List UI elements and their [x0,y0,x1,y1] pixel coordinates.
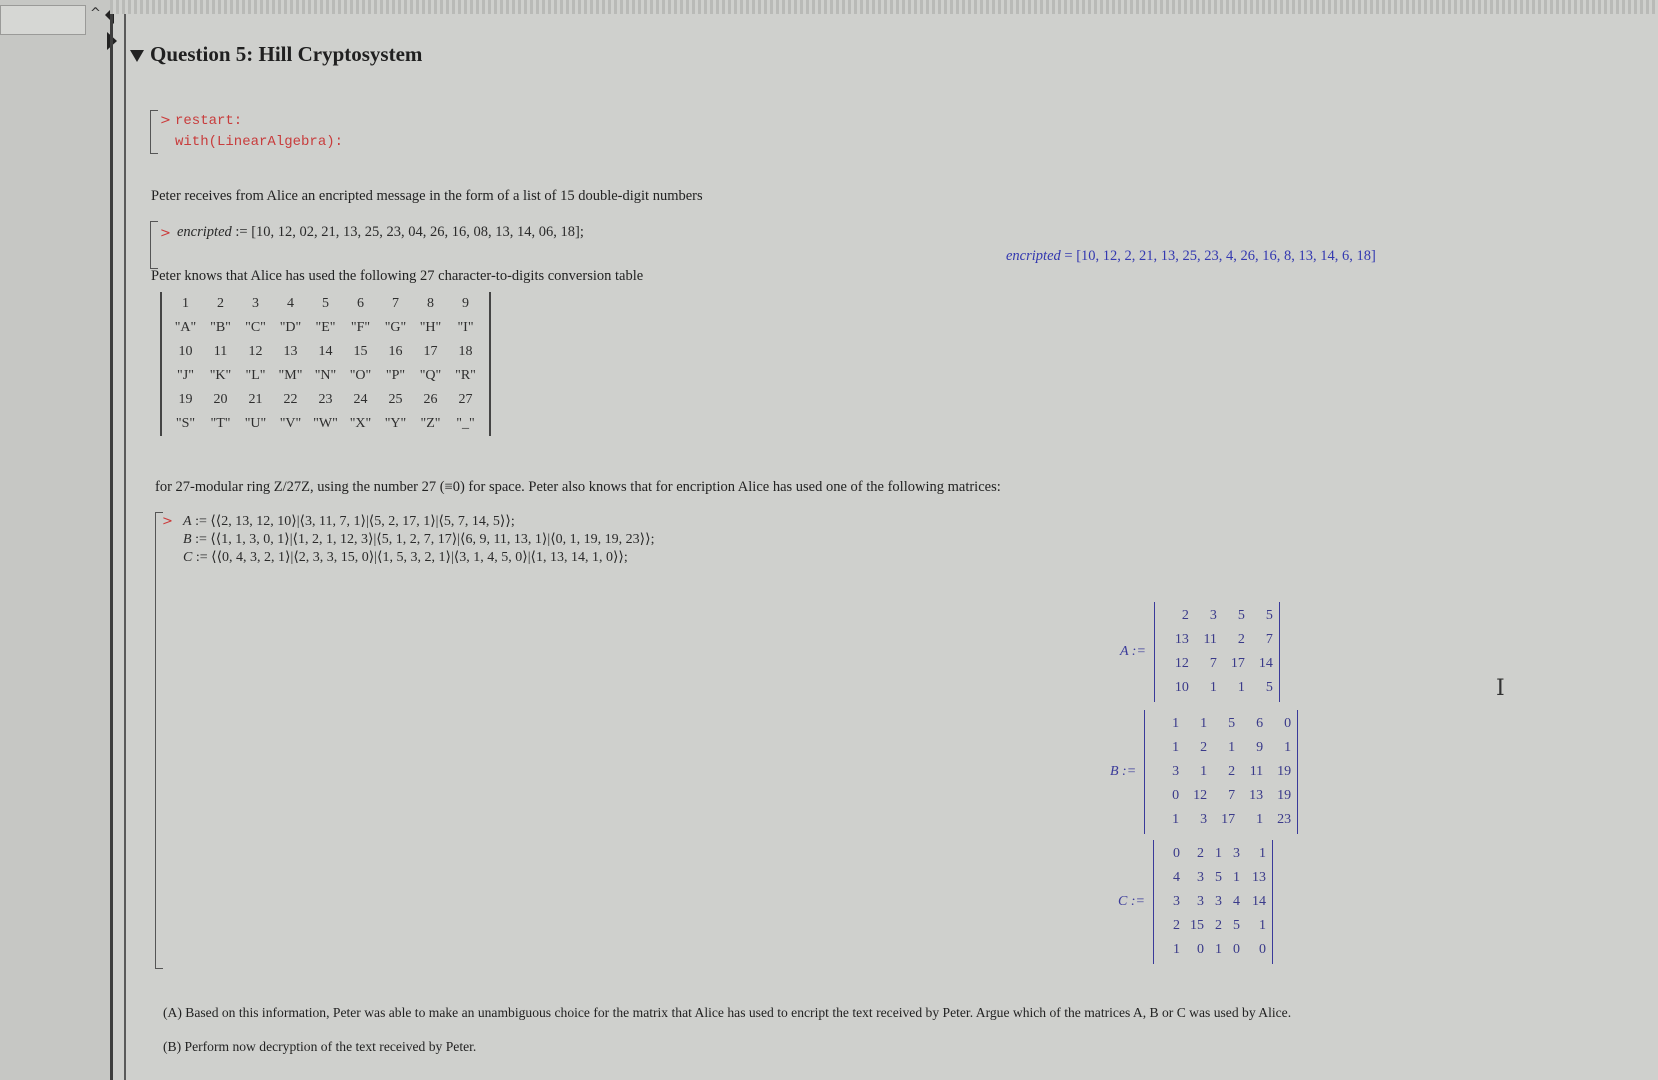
matrix-cell: 0 [1232,942,1240,957]
matrix-row [1161,676,1273,700]
conversion-table-cell: "F" [350,320,371,335]
conversion-table-cell: 8 [427,296,434,311]
encripted-output-var: encripted [1006,248,1061,264]
conversion-table-cell: "C" [245,320,266,335]
conversion-table-cell: 12 [248,344,263,359]
matrix-row [1161,628,1273,652]
matrix-a-label: A := [1120,644,1146,659]
matrix-cell: 0 [1172,788,1180,803]
matrix-row [1160,890,1266,914]
matrix-cell: 13 [1174,632,1189,647]
matrix-c-output [1118,840,1273,964]
conversion-table-cell: 16 [388,344,403,359]
matrix-cell: 17 [1221,812,1236,827]
conversion-table-cell: 5 [322,296,329,311]
matrix-cell: 3 [1214,894,1222,909]
matrix-cell: 1 [1256,812,1264,827]
conversion-table-cell: "S" [175,416,196,431]
conversion-table-cell: "_" [456,416,475,431]
conversion-table-cell: 10 [178,344,193,359]
matrix-cell: 2 [1214,918,1222,933]
matrix-b-label: B := [1110,764,1137,779]
execution-group-bracket[interactable] [150,221,158,269]
matrix-row [1151,808,1291,832]
matrix-cell: 5 [1232,918,1240,933]
matrix-row [1151,736,1291,760]
matrix-cell: 1 [1172,812,1180,827]
conversion-table-cell: "Y" [384,416,407,431]
conversion-table [160,292,491,436]
execution-group-bracket[interactable] [150,110,158,154]
matrix-cell: 4 [1172,870,1180,885]
conversion-table-cell: "X" [349,416,372,431]
conversion-table-cell: 15 [353,344,368,359]
conversion-table-cell: 11 [213,344,228,359]
matrix-b-definition[interactable] [183,531,654,548]
matrix-cell: 4 [1232,894,1240,909]
matrix-cell: 2 [1228,764,1236,779]
conversion-table-cell: "U" [244,416,267,431]
matrix-cell: 9 [1256,740,1264,755]
conversion-table-row [168,364,483,388]
conversion-table-cell: "L" [245,368,266,383]
conversion-table-cell: "H" [419,320,442,335]
section-title[interactable] [130,42,422,67]
matrix-cell: 19 [1277,788,1292,803]
code-with-linear-algebra[interactable]: with(LinearAlgebra): [175,134,344,150]
conversion-table-row [168,316,483,340]
matrix-cell: 10 [1174,680,1189,695]
matrix-cell: 12 [1174,656,1189,671]
conversion-table-cell: 9 [462,296,469,311]
conversion-table-cell: "G" [384,320,407,335]
matrix-cell: 23 [1277,812,1292,827]
matrix-cell: 3 [1196,870,1204,885]
matrix-cell: 1 [1258,918,1266,933]
matrix-c-body [1153,840,1273,964]
conversion-table-cell: 3 [252,296,259,311]
conversion-table-cell: 20 [213,392,228,407]
prompt-icon: > [160,113,171,128]
matrix-row [1151,712,1291,736]
conversion-table-row [168,340,483,364]
conversion-table-cell: 18 [458,344,473,359]
matrix-cell: 3 [1232,846,1240,861]
text-cursor-icon: I [1496,676,1505,701]
matrix-cell: 2 [1200,740,1208,755]
matrix-cell: 1 [1200,716,1208,731]
conversion-table-cell: 27 [458,392,473,407]
conversion-table-cell: "K" [209,368,232,383]
matrix-c-def-text: := ⟨⟨0, 4, 3, 2, 1⟩|⟨2, 3, 3, 15, 0⟩|⟨1, 5, 3, 2, 1⟩|⟨3, 1, 4, 5, 0⟩|⟨1, 13, 14, 1, 0⟩⟩; [192,550,628,565]
conversion-table-row [168,388,483,412]
matrix-b-def-text: := ⟨⟨1, 1, 3, 0, 1⟩|⟨1, 2, 1, 12, 3⟩|⟨5, 1, 2, 7, 17⟩|⟨6, 9, 11, 13, 1⟩|⟨0, 1, 19, 19, 23⟩⟩; [191,532,655,547]
conversion-table-cell: 22 [283,392,298,407]
conversion-table-cell: 7 [392,296,399,311]
conversion-table-row [168,292,483,316]
matrix-cell: 2 [1237,632,1245,647]
matrix-row [1151,784,1291,808]
conversion-table-cell: "B" [210,320,231,335]
matrix-cell: 5 [1265,608,1273,623]
table-intro-text: Peter knows that Alice has used the following 27 character-to-digits conversion table [151,268,644,284]
matrix-cell: 13 [1249,788,1264,803]
conversion-table-cell: 19 [178,392,193,407]
matrix-cell: 5 [1237,608,1245,623]
prompt-icon: > [162,514,173,529]
matrix-cell: 5 [1265,680,1273,695]
matrix-b-body [1144,710,1298,834]
matrix-cell: 15 [1189,918,1204,933]
conversion-table-cell: "R" [455,368,476,383]
matrix-row [1161,604,1273,628]
encripted-output [1006,248,1376,265]
conversion-table-cell: "J" [177,368,194,383]
matrix-c-label: C := [1118,894,1145,909]
conversion-table-cell: 21 [248,392,263,407]
matrix-c-definition[interactable] [183,549,628,566]
matrix-row [1160,866,1266,890]
matrix-cell: 1 [1232,870,1240,885]
conversion-table-cell: 1 [182,296,189,311]
encripted-output-value: = [10, 12, 2, 21, 13, 25, 23, 4, 26, 16, 8, 13, 14, 6, 18] [1060,248,1376,264]
matrix-cell: 14 [1251,894,1266,909]
matrix-cell: 0 [1258,942,1266,957]
question-a-text: (A) Based on this information, Peter was able to make an unambiguous choice for the matrix that Alice has used to encript the text received by Peter. Argue which of the matrices A, B or C was used by Alice. [163,1005,1292,1020]
conversion-table-cell: "P" [385,368,406,383]
matrix-cell: 1 [1172,716,1180,731]
matrix-a-definition[interactable] [183,513,515,530]
matrix-row [1151,760,1291,784]
conversion-table-cell: "E" [315,320,336,335]
matrix-row [1160,914,1266,938]
matrix-cell: 2 [1172,918,1180,933]
matrix-cell: 2 [1196,846,1204,861]
conversion-table-cell: 26 [423,392,438,407]
matrix-cell: 13 [1251,870,1266,885]
matrix-a-body [1154,602,1280,702]
matrix-row [1160,938,1266,962]
conversion-table-cell: "T" [210,416,231,431]
gutter-box[interactable] [0,5,86,35]
matrix-b-var: B [183,532,192,547]
matrix-cell: 6 [1256,716,1264,731]
matrix-row [1160,842,1266,866]
collapse-caret-icon[interactable]: ^ [90,6,101,21]
conversion-table-cell: 23 [318,392,333,407]
matrix-cell: 1 [1214,846,1222,861]
matrix-cell: 1 [1172,740,1180,755]
matrix-cell: 7 [1265,632,1273,647]
matrix-cell: 3 [1200,812,1208,827]
conversion-table-cell: 17 [423,344,438,359]
execution-group-bracket[interactable] [155,512,163,969]
conversion-table-cell: "Z" [420,416,441,431]
matrix-cell: 12 [1193,788,1208,803]
conversion-table-cell: 24 [353,392,368,407]
code-restart[interactable]: restart: [175,113,243,129]
matrix-cell: 19 [1277,764,1292,779]
encripted-var: encripted [177,224,232,240]
section-divider [124,0,126,1080]
matrix-a-var: A [183,514,192,529]
matrix-cell: 0 [1196,942,1204,957]
conversion-table-cell: "O" [349,368,372,383]
ring-text: for 27-modular ring Z/27Z, using the number 27 (≡0) for space. Peter also knows that for encription Alice has used one of the following matrices: [155,479,1001,495]
prompt-icon: > [160,226,171,241]
matrix-cell: 0 [1172,846,1180,861]
matrix-cell: 17 [1230,656,1245,671]
conversion-table-cell: "M" [278,368,303,383]
conversion-table-cell: 6 [357,296,364,311]
matrix-cell: 3 [1209,608,1217,623]
matrix-cell: 1 [1258,846,1266,861]
left-gutter [0,0,110,1080]
matrix-cell: 7 [1228,788,1236,803]
top-strip [110,0,1658,14]
matrix-cell: 3 [1172,764,1180,779]
matrix-cell: 5 [1228,716,1236,731]
conversion-table-row [168,412,483,436]
matrix-b-output [1110,710,1298,834]
matrix-cell: 2 [1181,608,1189,623]
matrix-cell: 0 [1284,716,1292,731]
matrix-cell: 1 [1284,740,1292,755]
matrix-cell: 5 [1214,870,1222,885]
conversion-table-cell: 2 [217,296,224,311]
conversion-table-cell: 4 [287,296,294,311]
matrix-a-def-text: := ⟨⟨2, 13, 12, 10⟩|⟨3, 11, 7, 1⟩|⟨5, 2, 17, 1⟩|⟨5, 7, 14, 5⟩⟩; [191,514,515,529]
matrix-cell: 3 [1196,894,1204,909]
matrix-cell: 1 [1209,680,1217,695]
conversion-table-cell: 13 [283,344,298,359]
conversion-table-cell: "N" [314,368,337,383]
conversion-table-cell: "W" [313,416,338,431]
section-title-text: Question 5: Hill Cryptosystem [150,42,423,66]
matrix-cell: 1 [1228,740,1236,755]
matrix-cell: 3 [1172,894,1180,909]
matrix-cell: 1 [1237,680,1245,695]
matrix-cell: 7 [1209,656,1217,671]
matrix-row [1161,652,1273,676]
collapse-arrow-icon[interactable] [130,50,144,62]
conversion-table-cell: 14 [318,344,333,359]
conversion-table-cell: "V" [279,416,302,431]
conversion-table-cell: "A" [174,320,197,335]
matrix-cell: 1 [1200,764,1208,779]
conversion-table-cell: "Q" [419,368,442,383]
matrix-cell: 11 [1249,764,1264,779]
matrix-c-var: C [183,550,193,565]
matrix-cell: 11 [1203,632,1217,647]
intro-text: Peter receives from Alice an encripted message in the form of a list of 15 double-digit numbers [151,188,703,204]
conversion-table-cell: "D" [279,320,302,335]
encripted-input-value: := [10, 12, 02, 21, 13, 25, 23, 04, 26, 16, 08, 13, 14, 06, 18]; [231,224,584,240]
conversion-table-cell: 25 [388,392,403,407]
matrix-a-output [1120,602,1280,702]
question-b-text: (B) Perform now decryption of the text received by Peter. [163,1039,477,1054]
conversion-table-cell: "I" [457,320,474,335]
gutter-divider [110,0,113,1080]
encripted-input[interactable] [177,224,584,241]
matrix-cell: 1 [1172,942,1180,957]
matrix-cell: 14 [1258,656,1273,671]
matrix-cell: 1 [1214,942,1222,957]
